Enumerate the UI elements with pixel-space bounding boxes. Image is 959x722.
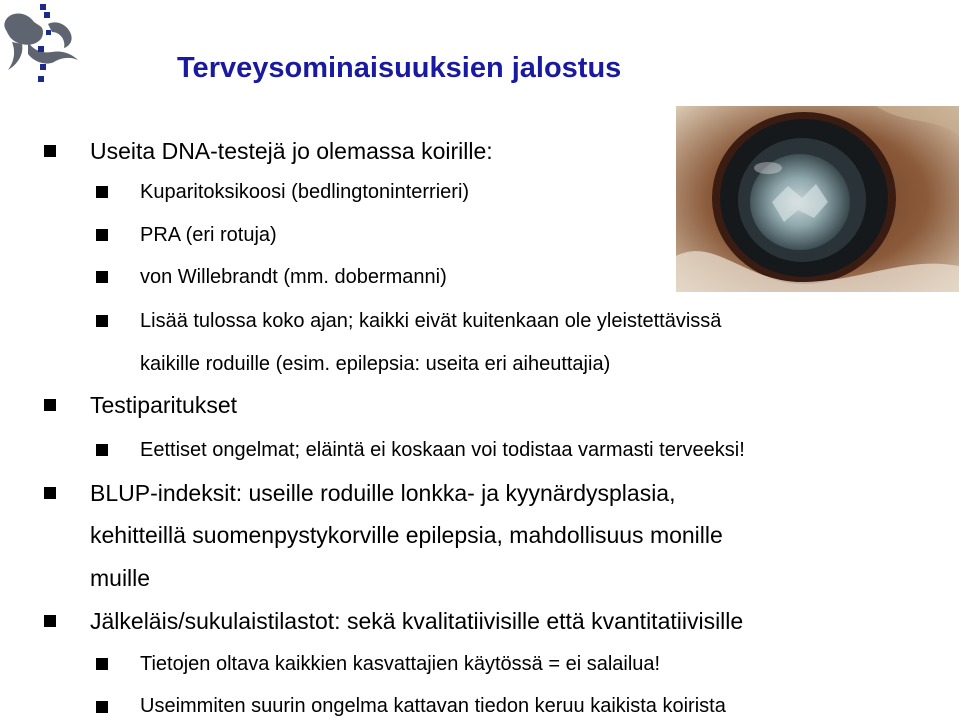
bullet-square-icon — [96, 271, 108, 283]
slide-title: Terveysominaisuuksien jalostus — [177, 52, 622, 84]
sub-bullet-vwd: von Willebrandt (mm. dobermanni) — [140, 266, 447, 288]
sub-bullet-ethics: Eettiset ongelmat; eläintä ei koskaan voi todistaa varmasti terveeksi! — [140, 439, 745, 461]
sub-bullet-more-line1: Lisää tulossa koko ajan; kaikki eivät kuitenkaan ole yleistettävissä — [140, 310, 722, 332]
bullet-square-icon — [96, 315, 108, 327]
bullet-square-icon — [96, 658, 108, 670]
sub-bullet-biggest-problem: Useimmiten suurin ongelma kattavan tiedon keruu kaikista koirista — [140, 695, 726, 717]
bullet-dna-tests: Useita DNA-testejä jo olemassa koirille: — [90, 138, 493, 164]
sub-bullet-info-use: Tietojen oltava kaikkien kasvattajien käytössä = ei salailua! — [140, 653, 661, 675]
sub-bullet-more-line2: kaikille roduille (esim. epilepsia: useita eri aiheuttajia) — [140, 353, 611, 375]
bullet-blup-line2: kehitteillä suomenpystykorville epilepsia, mahdollisuus monille — [90, 522, 723, 548]
bullet-statistics: Jälkeläis/sukulaistilastot: sekä kvalitatiivisille että kvantitatiivisille — [90, 608, 744, 634]
bullet-blup-line3: muille — [90, 565, 151, 591]
bullet-square-icon — [44, 615, 56, 627]
sub-bullet-copper: Kuparitoksikoosi (bedlingtoninterrieri) — [140, 181, 470, 203]
dog-eye-cataract-image — [676, 106, 959, 292]
bullet-test-mating: Testiparitukset — [90, 392, 238, 418]
bullet-square-icon — [44, 399, 56, 411]
bullet-square-icon — [44, 487, 56, 499]
bullet-square-icon — [96, 229, 108, 241]
bullet-square-icon — [44, 145, 56, 157]
sub-bullet-pra: PRA (eri rotuja) — [140, 224, 277, 246]
bullet-square-icon — [96, 444, 108, 456]
bullet-square-icon — [96, 701, 108, 713]
university-logo-icon — [0, 0, 80, 84]
bullet-blup-line1: BLUP-indeksit: useille roduille lonkka- ja kyynärdysplasia, — [90, 480, 676, 506]
bullet-square-icon — [96, 186, 108, 198]
